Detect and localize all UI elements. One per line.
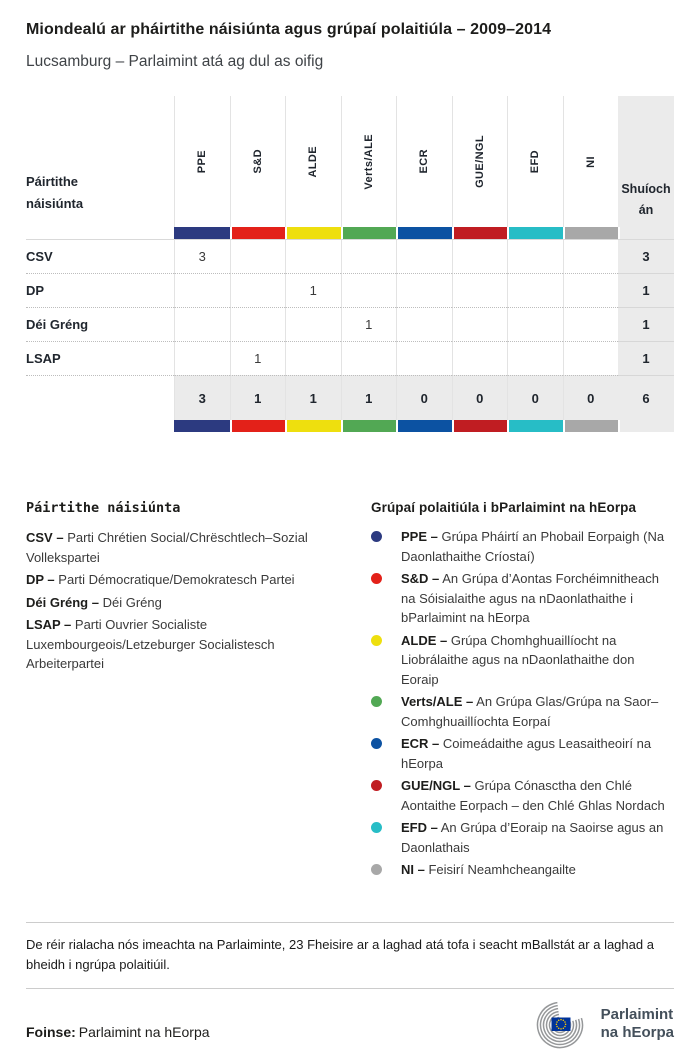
table-row xyxy=(26,341,674,375)
legend-parties-heading: Páirtithe náisiúnta xyxy=(26,500,181,516)
cell xyxy=(285,341,341,375)
color-bar-gue-ngl xyxy=(452,227,508,239)
row-header-label: Páirtithe náisiúnta xyxy=(26,174,84,211)
cell xyxy=(452,273,508,307)
color-bar-efd xyxy=(507,420,563,432)
efd-color-dot xyxy=(371,822,382,833)
column-header-ni: NI xyxy=(563,96,619,227)
page-subtitle: Lucsamburg – Parlaimint atá ag dul as oifig xyxy=(26,53,324,70)
seats-column-bar-spacer xyxy=(618,420,674,432)
column-header-verts-ale: Verts/ALE xyxy=(341,96,397,227)
table-row xyxy=(26,307,674,341)
color-bar-sd xyxy=(230,227,286,239)
sd-color-dot xyxy=(371,573,382,584)
legend-groups-heading: Grúpaí polaitiúla i bParlaimint na hEorpa xyxy=(371,500,637,515)
legend-national-parties xyxy=(26,500,338,880)
results-table xyxy=(26,96,674,432)
cell xyxy=(452,341,508,375)
cell xyxy=(174,307,230,341)
hemicycle-icon xyxy=(532,998,592,1050)
color-bar-alde xyxy=(285,420,341,432)
color-bar-ppe xyxy=(174,227,230,239)
cell xyxy=(507,273,563,307)
group-color-bar-row-bottom xyxy=(26,420,674,432)
total-seats-cell: 6 xyxy=(618,375,674,420)
total-cell: 1 xyxy=(285,375,341,420)
cell xyxy=(507,307,563,341)
source-text: Parlaimint na hEorpa xyxy=(78,1023,210,1040)
cell xyxy=(285,239,341,273)
cell xyxy=(507,239,563,273)
color-bar-ni xyxy=(563,420,619,432)
color-bar-ecr xyxy=(396,227,452,239)
footnote: De réir rialacha nós imeachta na Parlaiminte, 23 Fheisire ar a laghad atá tofa i seacht mBallstát ar a laghad a bheidh i ngrúpa polaitiúil. xyxy=(26,936,654,972)
footer xyxy=(26,998,674,1050)
seats-column-bar-spacer xyxy=(618,227,674,239)
color-bar-ecr xyxy=(396,420,452,432)
color-bar-alde xyxy=(285,227,341,239)
legend-group-item: S&D – An Grúpa d’Aontas Forchéimnitheach na Sóisialaithe agus na nDaonlathaithe i bParlaimint na hEorpa xyxy=(371,569,674,628)
table-row xyxy=(26,239,674,273)
color-bar-spacer xyxy=(26,227,174,239)
column-header-ppe: PPE xyxy=(174,96,230,227)
total-cell: 1 xyxy=(341,375,397,420)
cell xyxy=(396,307,452,341)
cell xyxy=(341,239,397,273)
gue-ngl-color-dot xyxy=(371,780,382,791)
legend-party-item: CSV – Parti Chrétien Social/Chrëschtlech–Sozial Vollekspartei xyxy=(26,530,308,565)
cell xyxy=(230,307,286,341)
cell xyxy=(285,307,341,341)
cell: 1 xyxy=(230,341,286,375)
cell xyxy=(230,239,286,273)
cell xyxy=(341,273,397,307)
color-bar-spacer xyxy=(26,420,174,432)
cell xyxy=(452,307,508,341)
column-header-efd: EFD xyxy=(507,96,563,227)
cell xyxy=(507,341,563,375)
ni-color-dot xyxy=(371,864,382,875)
legend-group-item: PPE – Grúpa Pháirtí an Phobail Eorpaigh (Na Daonlathaithe Críostaí) xyxy=(371,527,674,566)
legend-group-item: ALDE – Grúpa Chomhghuaillíocht na Liobrálaithe agus na nDaonlathaithe don Eoraip xyxy=(371,631,674,690)
legend-party-item: DP – Parti Démocratique/Demokratesch Partei xyxy=(26,572,295,587)
party-label: LSAP xyxy=(26,341,174,375)
cell xyxy=(452,239,508,273)
color-bar-sd xyxy=(230,420,286,432)
seats-cell: 3 xyxy=(618,239,674,273)
table-header-row xyxy=(26,96,674,227)
color-bar-ni xyxy=(563,227,619,239)
legend-group-item: EFD – An Grúpa d’Eoraip na Saoirse agus an Daonlathais xyxy=(371,818,674,857)
party-label: DP xyxy=(26,273,174,307)
column-header-alde: ALDE xyxy=(285,96,341,227)
cell xyxy=(341,341,397,375)
source-line xyxy=(26,1024,210,1040)
totals-spacer xyxy=(26,375,174,420)
ppe-color-dot xyxy=(371,531,382,542)
cell xyxy=(396,273,452,307)
color-bar-verts-ale xyxy=(341,227,397,239)
cell xyxy=(230,273,286,307)
color-bar-efd xyxy=(507,227,563,239)
total-cell: 1 xyxy=(230,375,286,420)
divider xyxy=(26,988,674,989)
color-bar-ppe xyxy=(174,420,230,432)
source-label: Foinse: xyxy=(26,1023,76,1040)
legend-political-groups xyxy=(371,500,674,880)
page-title: Miondealú ar pháirtithe náisiúnta agus grúpaí polaitiúla – 2009–2014 xyxy=(26,21,552,38)
cell: 3 xyxy=(174,239,230,273)
seats-cell: 1 xyxy=(618,273,674,307)
verts-ale-color-dot xyxy=(371,696,382,707)
logo-wordmark: Parlaimint na hEorpa xyxy=(600,1005,674,1041)
cell xyxy=(174,341,230,375)
column-header-ecr: ECR xyxy=(396,96,452,227)
column-header-sd: S&D xyxy=(230,96,286,227)
cell: 1 xyxy=(285,273,341,307)
cell: 1 xyxy=(341,307,397,341)
legend-party-item: LSAP – Parti Ouvrier Socialiste Luxembourgeois/Letzeburger Socialistesch Arbeiterpartei xyxy=(26,617,275,671)
legend-group-item: Verts/ALE – An Grúpa Glas/Grúpa na Saor–Comhghuaillíochta Eorpaí xyxy=(371,692,674,731)
seats-cell: 1 xyxy=(618,341,674,375)
legend-group-item: ECR – Coimeádaithe agus Leasaitheoirí na hEorpa xyxy=(371,734,674,773)
legends xyxy=(26,500,674,880)
cell xyxy=(563,273,619,307)
legend-group-item: NI – Feisirí Neamhcheangailte xyxy=(371,860,674,880)
column-header-seats: Shuíochán xyxy=(618,96,674,227)
cell xyxy=(396,341,452,375)
cell xyxy=(563,239,619,273)
totals-row xyxy=(26,375,674,420)
cell xyxy=(396,239,452,273)
divider xyxy=(26,922,674,923)
total-cell: 0 xyxy=(563,375,619,420)
alde-color-dot xyxy=(371,635,382,646)
cell xyxy=(174,273,230,307)
total-cell: 0 xyxy=(452,375,508,420)
party-label: CSV xyxy=(26,239,174,273)
legend-party-item: Déi Gréng – Déi Gréng xyxy=(26,594,162,610)
cell xyxy=(563,341,619,375)
color-bar-gue-ngl xyxy=(452,420,508,432)
row-header-cell xyxy=(26,96,174,227)
legend-group-item: GUE/NGL – Grúpa Cónasctha den Chlé Aontaithe Eorpach – den Chlé Ghlas Nordach xyxy=(371,776,674,815)
seats-cell: 1 xyxy=(618,307,674,341)
total-cell: 0 xyxy=(507,375,563,420)
table-row xyxy=(26,273,674,307)
european-parliament-logo xyxy=(532,998,674,1050)
total-cell: 3 xyxy=(174,375,230,420)
total-cell: 0 xyxy=(396,375,452,420)
column-header-gue-ngl: GUE/NGL xyxy=(452,96,508,227)
party-label: Déi Gréng xyxy=(26,307,174,341)
cell xyxy=(563,307,619,341)
ecr-color-dot xyxy=(371,738,382,749)
color-bar-verts-ale xyxy=(341,420,397,432)
group-color-bar-row-top xyxy=(26,227,674,239)
